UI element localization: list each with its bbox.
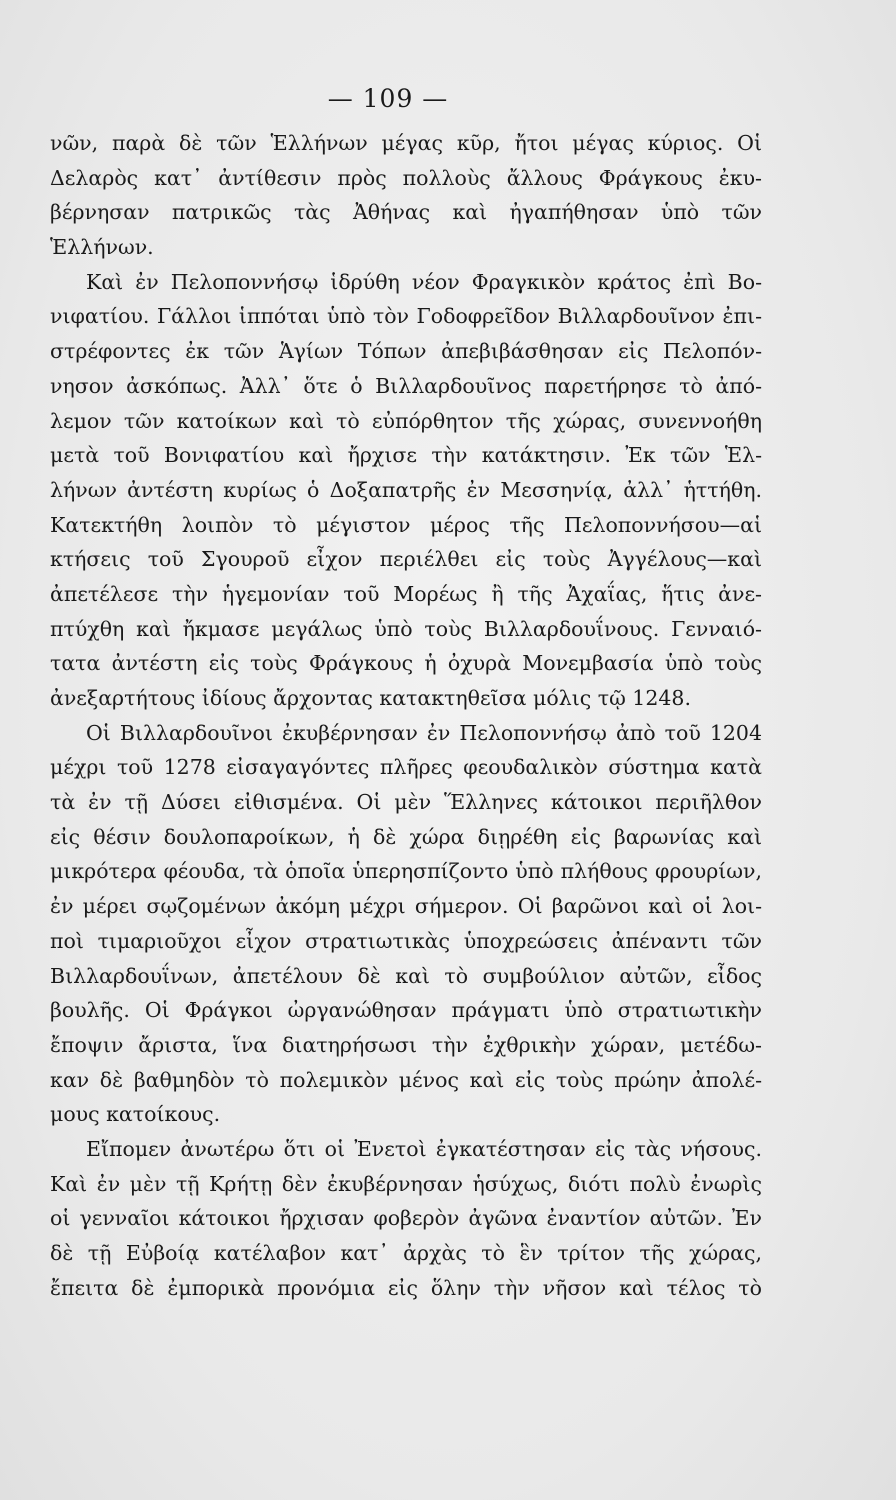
text-line: ἔπειτα δὲ ἐμπορικὰ προνόμια εἰς ὅλην τὴν νῆσον καὶ τέλος τὸ — [50, 1275, 762, 1300]
text-line: νιφατίου. Γάλλοι ἱππόται ὑπὸ τὸν Γοδοφρεῖδον Βιλλαρδουῖνον ἐπι- — [50, 304, 762, 329]
text-line: πτύχθη καὶ ἤκμασε μεγάλως ὑπὸ τοὺς Βιλλαρδουΐνους. Γενναιό- — [50, 616, 762, 641]
body-text — [50, 126, 762, 1305]
text-line: μους κατοίκους. — [50, 1102, 221, 1127]
text-line: κτήσεις τοῦ Σγουροῦ εἶχον περιέλθει εἰς τοὺς Ἀγγέλους—καὶ — [50, 547, 762, 572]
text-line: ποὶ τιμαριοῦχοι εἶχον στρατιωτικὰς ὑποχρεώσεις ἀπέναντι τῶν — [50, 928, 762, 953]
text-line: ἀνεξαρτήτους ἰδίους ἄρχοντας κατακτηθεῖσα μόλις τῷ 1248. — [50, 686, 691, 710]
text-line: νησον ἀσκόπως. Ἀλλ᾽ ὅτε ὁ Βιλλαρδουῖνος παρετήρησε τὸ ἀπό- — [50, 373, 762, 398]
text-line: οἱ γενναῖοι κάτοικοι ἤρχισαν φοβερὸν ἀγῶνα ἐναντίον αὐτῶν. Ἐν — [50, 1206, 762, 1231]
text-line: νῶν, παρὰ δὲ τῶν Ἑλλήνων μέγας κῦρ, ἤτοι μέγας κύριος. Οἱ — [50, 131, 762, 155]
text-line: ἐν μέρει σῳζομένων ἀκόμη μέχρι σήμερον. Οἱ βαρῶνοι καὶ οἱ λοι- — [50, 894, 762, 919]
text-line: ἀπετέλεσε τὴν ἡγεμονίαν τοῦ Μορέως ἢ τῆς Ἀχαΐας, ἥτις ἀνε- — [50, 581, 762, 606]
text-line: μικρότερα φέουδα, τὰ ὁποῖα ὑπερησπίζοντο ὑπὸ πλήθους φρουρίων, — [50, 859, 762, 884]
text-line: Ἑλλήνων. — [50, 235, 154, 260]
text-line: Κατεκτήθη λοιπὸν τὸ μέγιστον μέρος τῆς Πελοποννήσου—αἱ — [50, 512, 762, 537]
page-number: — 109 — — [327, 84, 449, 113]
text-line: μέχρι τοῦ 1278 εἰσαγαγόντες πλῆρες φεουδαλικὸν σύστημα κατὰ — [50, 755, 762, 780]
text-line: Βιλλαρδουΐνων, ἀπετέλουν δὲ καὶ τὸ συμβούλιον αὐτῶν, εἶδος — [50, 963, 762, 988]
text-line: Καὶ ἐν μὲν τῇ Κρήτῃ δὲν ἐκυβέρνησαν ἡσύχως, διότι πολὺ ἐνωρὶς — [50, 1171, 762, 1196]
text-line: Εἴπομεν ἀνωτέρω ὅτι οἱ Ἐνετοὶ ἐγκατέστησαν εἰς τὰς νήσους. — [86, 1136, 762, 1161]
text-line: εἰς θέσιν δουλοπαροίκων, ἡ δὲ χώρα διῃρέθη εἰς βαρωνίας καὶ — [50, 824, 762, 849]
text-line: Οἱ Βιλλαρδουῖνοι ἐκυβέρνησαν ἐν Πελοποννήσῳ ἀπὸ τοῦ 1204 — [86, 720, 762, 745]
text-line: καν δὲ βαθμηδὸν τὸ πολεμικὸν μένος καὶ εἰς τοὺς πρώην ἀπολέ- — [50, 1067, 762, 1092]
text-line: βουλῆς. Οἱ Φράγκοι ὠργανώθησαν πράγματι ὑπὸ στρατιωτικὴν — [50, 998, 762, 1023]
text-line: Καὶ ἐν Πελοποννήσῳ ἱδρύθη νέον Φραγκικὸν κράτος ἐπὶ Βο- — [86, 269, 762, 294]
text-line: βέρνησαν πατρικῶς τὰς Ἀθήνας καὶ ἠγαπήθησαν ὑπὸ τῶν — [50, 200, 762, 225]
text-line: λήνων ἀντέστη κυρίως ὁ Δοξαπατρῆς ἐν Μεσσηνίᾳ, ἀλλ᾽ ἡττήθη. — [50, 477, 762, 502]
text-line: μετὰ τοῦ Βονιφατίου καὶ ἤρχισε τὴν κατάκτησιν. Ἐκ τῶν Ἑλ- — [50, 443, 762, 468]
text-line: στρέφοντες ἐκ τῶν Ἁγίων Τόπων ἀπεβιβάσθησαν εἰς Πελοπόν- — [50, 339, 762, 364]
text-line: Δελαρὸς κατ᾽ ἀντίθεσιν πρὸς πολλοὺς ἄλλους Φράγκους ἐκυ- — [50, 165, 762, 190]
text-line: δὲ τῇ Εὐβοίᾳ κατέλαβον κατ᾽ ἀρχὰς τὸ ἓν τρίτον τῆς χώρας, — [50, 1241, 762, 1265]
text-line: τὰ ἐν τῇ Δύσει εἰθισμένα. Οἱ μὲν Ἕλληνες κάτοικοι περιῆλθον — [50, 790, 762, 815]
text-line: τατα ἀντέστη εἰς τοὺς Φράγκους ἡ ὀχυρὰ Μονεμβασία ὑπὸ τοὺς — [50, 651, 762, 676]
text-line: λεμον τῶν κατοίκων καὶ τὸ εὐπόρθητον τῆς χώρας, συνεννοήθη — [50, 408, 762, 433]
text-line: ἔποψιν ἄριστα, ἵνα διατηρήσωσι τὴν ἐχθρικὴν χώραν, μετέδω- — [50, 1032, 762, 1057]
